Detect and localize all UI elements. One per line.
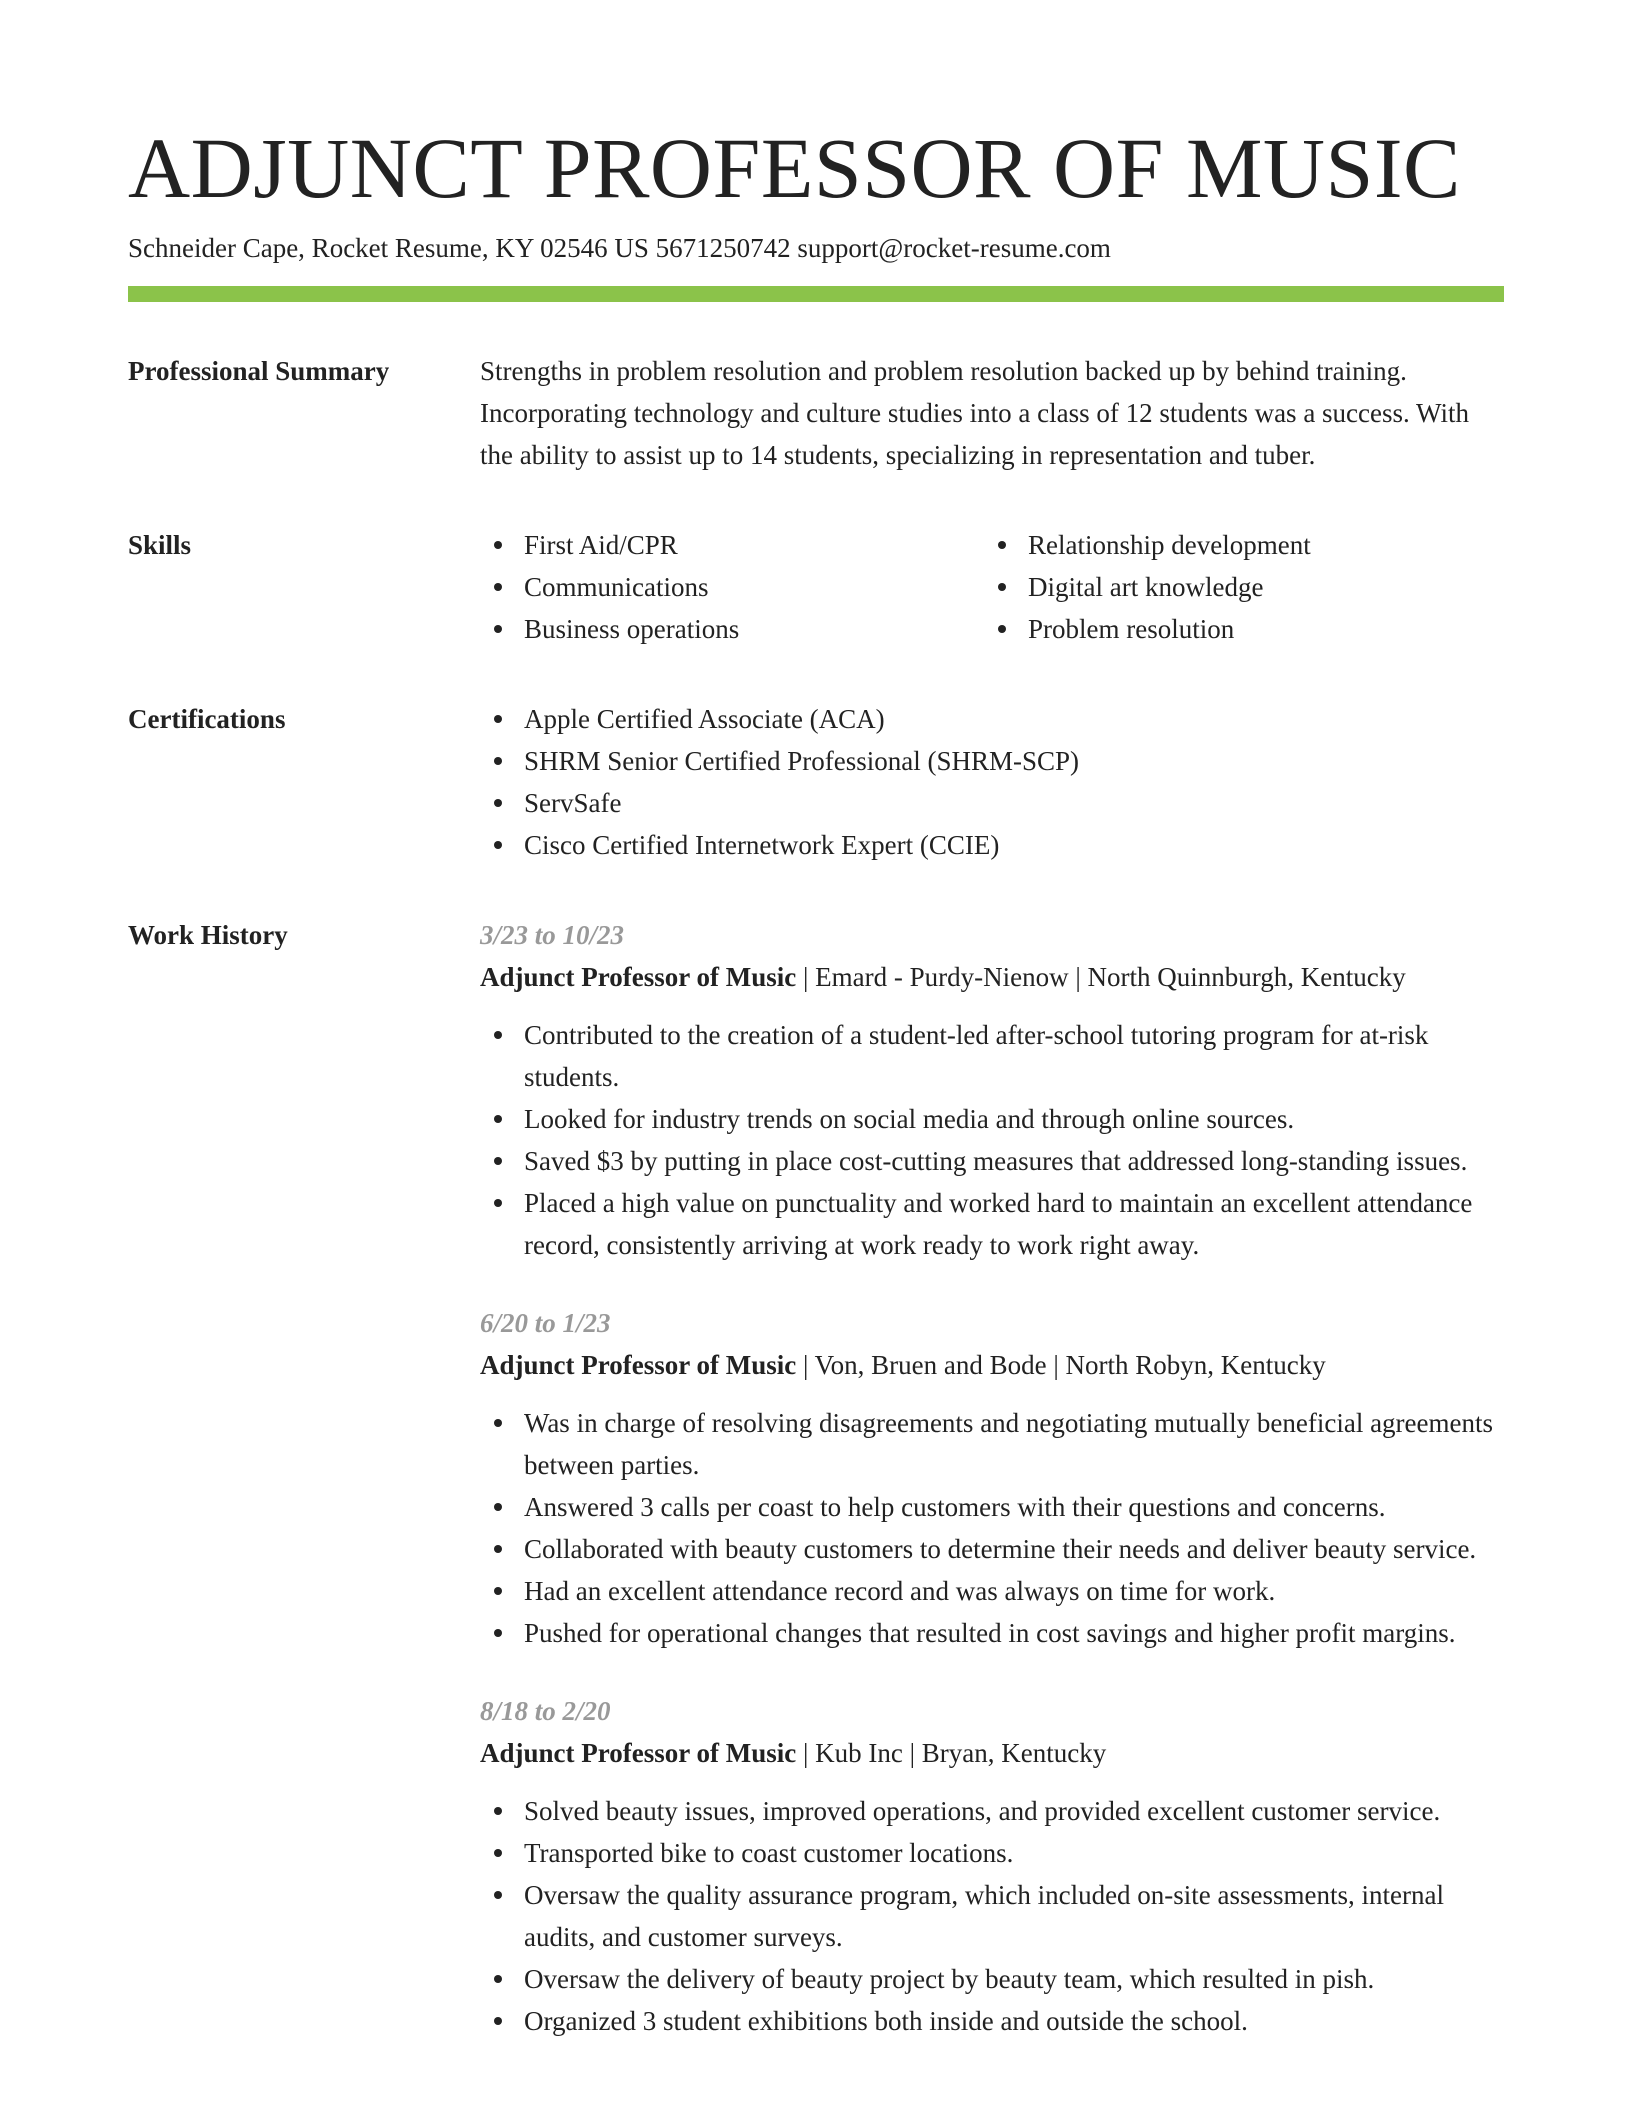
summary-text: Strengths in problem resolution and problem resolution backed up by behind training. Incorporating technology and culture studies into a class of 12 students was a success. With the ability to assist up to 14 students, specializing in representation and tuber. [480, 356, 1469, 470]
job-entry [480, 1690, 1504, 2042]
skill-item: Digital art knowledge [984, 566, 1488, 608]
job-bullet: Placed a high value on punctuality and worked hard to maintain an excellent attendance record, consistently arriving at work ready to work right away. [480, 1182, 1504, 1266]
job-entry [480, 914, 1504, 1266]
job-heading [480, 1732, 1504, 1774]
skill-item: Relationship development [984, 524, 1488, 566]
certifications-body [480, 698, 1504, 866]
job-dates: 3/23 to 10/23 [480, 920, 625, 950]
job-details: | Kub Inc | Bryan, Kentucky [796, 1738, 1107, 1768]
job-bullet: Transported bike to coast customer locations. [480, 1832, 1504, 1874]
job-bullet: Was in charge of resolving disagreements and negotiating mutually beneficial agreements between parties. [480, 1402, 1504, 1486]
job-bullet: Saved $3 by putting in place cost-cutting measures that addressed long-standing issues. [480, 1140, 1504, 1182]
job-bullets [480, 1402, 1504, 1654]
skills-section [128, 524, 1504, 650]
certifications-list [480, 698, 1504, 866]
job-bullet: Collaborated with beauty customers to determine their needs and deliver beauty service. [480, 1528, 1504, 1570]
job-dates: 8/18 to 2/20 [480, 1696, 611, 1726]
job-bullet: Solved beauty issues, improved operations, and provided excellent customer service. [480, 1790, 1504, 1832]
job-details: | Von, Bruen and Bode | North Robyn, Kentucky [796, 1350, 1326, 1380]
certification-item: Cisco Certified Internetwork Expert (CCIE) [480, 824, 1504, 866]
resume-name: ADJUNCT PROFESSOR OF MUSIC [128, 120, 1461, 216]
job-bullet: Pushed for operational changes that resulted in cost savings and higher profit margins. [480, 1612, 1504, 1654]
section-title: Skills [128, 530, 192, 560]
job-bullet: Answered 3 calls per coast to help customers with their questions and concerns. [480, 1486, 1504, 1528]
skill-item: Communications [480, 566, 984, 608]
job-details: | Emard - Purdy-Nienow | North Quinnburgh, Kentucky [796, 962, 1406, 992]
section-title: Certifications [128, 704, 286, 734]
section-title: Work History [128, 920, 288, 950]
job-bullet: Looked for industry trends on social media and through online sources. [480, 1098, 1504, 1140]
certification-item: SHRM Senior Certified Professional (SHRM-SCP) [480, 740, 1504, 782]
skills-list-right [984, 524, 1488, 650]
job-heading [480, 1344, 1504, 1386]
job-bullet: Organized 3 student exhibitions both inside and outside the school. [480, 2000, 1504, 2042]
job-bullet: Had an excellent attendance record and was always on time for work. [480, 1570, 1504, 1612]
skills-list-left [480, 524, 984, 650]
job-entry [480, 1302, 1504, 1654]
job-title: Adjunct Professor of Music [480, 1738, 797, 1768]
work-history-section [128, 914, 1504, 2042]
job-dates: 6/20 to 1/23 [480, 1308, 611, 1338]
skill-item: Problem resolution [984, 608, 1488, 650]
job-bullet: Contributed to the creation of a student-led after-school tutoring program for at-risk students. [480, 1014, 1504, 1098]
resume-page [128, 118, 1504, 2042]
skills-grid [480, 524, 1504, 650]
accent-divider [128, 286, 1504, 302]
job-title: Adjunct Professor of Music [480, 1350, 797, 1380]
job-heading [480, 956, 1504, 998]
skill-item: Business operations [480, 608, 984, 650]
job-bullet: Oversaw the quality assurance program, which included on-site assessments, internal audits, and customer surveys. [480, 1874, 1504, 1958]
contact-line: Schneider Cape, Rocket Resume, KY 02546 US 5671250742 support@rocket-resume.com [128, 233, 1111, 263]
section-title: Professional Summary [128, 356, 390, 386]
job-bullet: Oversaw the delivery of beauty project by beauty team, which resulted in pish. [480, 1958, 1504, 2000]
certification-item: ServSafe [480, 782, 1504, 824]
certifications-section [128, 698, 1504, 866]
job-title: Adjunct Professor of Music [480, 962, 797, 992]
job-bullets [480, 1790, 1504, 2042]
certification-item: Apple Certified Associate (ACA) [480, 698, 1504, 740]
summary-section [128, 350, 1504, 476]
skill-item: First Aid/CPR [480, 524, 984, 566]
work-history-body [480, 914, 1504, 2042]
job-bullets [480, 1014, 1504, 1266]
